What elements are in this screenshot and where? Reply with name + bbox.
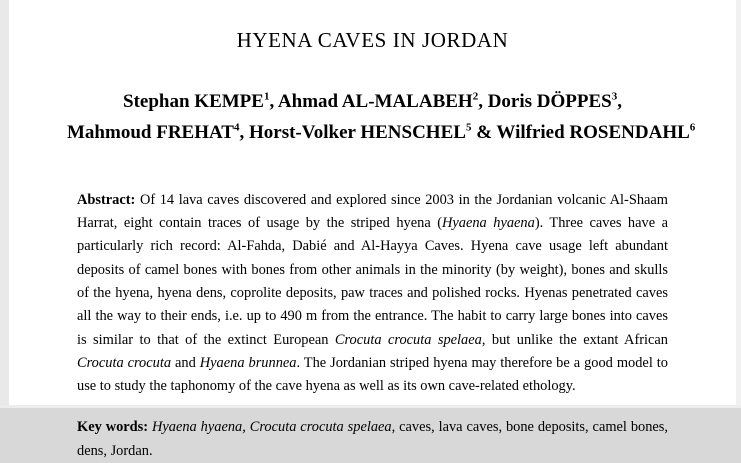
author-name: Mahmoud FREHAT [67,121,234,143]
abstract-paragraph [77,189,668,399]
author-affiliation-marker: 2 [472,90,479,103]
keywords-label: Key words: [77,419,149,436]
author-list [9,87,736,149]
body-text: , caves, lava caves, bone deposits, camel bones, dens, Jordan. [77,419,668,459]
author-affiliation-marker: 1 [263,90,270,103]
abstract-section [9,189,736,463]
body-text: . The Jordanian striped hyena may therefore be a good model to use to study the taphonomy of the cave hyena as well as its own cave-related ethology. [77,354,668,395]
page-right-margin-shadow [736,0,741,408]
author-affiliation-marker: 6 [689,121,696,134]
author-name: , [617,91,622,112]
author-name: , Doris DÖPPES [478,91,612,112]
keywords-text [77,419,668,458]
abstract-text [77,192,668,395]
author-affiliation-marker: 5 [465,121,472,134]
body-text: and [171,354,200,371]
author-line-2 [67,118,696,149]
author-name: Stephan KEMPE [123,91,264,112]
taxon-name: Crocuta crocuta [77,354,172,371]
author-line-1 [67,87,678,118]
body-text: Of 14 lava caves discovered and explored since 2003 in the Jordanian volcanic Al-Shaam Harrat, eight contain traces of usage by the striped hyena ( [77,191,668,231]
body-text: ). Three caves have a particularly rich record: Al-Fahda, Dabié and Al-Hayya Caves. Hyena cave usage left abundant deposits of camel bones with bones from other animals in the minority (by weight), bones and skulls of the hyena, hyena dens, coprolite deposits, paw traces and polished rocks. Hyenas penetrated caves all the way to their ends, i.e. up to 490 m from the entrance. The habit to carry large bones into caves is similar to that of the extinct European [77,214,668,348]
body-text: , but unlike the extant African [481,331,668,348]
author-affiliation-marker: 3 [611,90,618,103]
page-content [9,0,736,459]
taxon-name: Hyaena hyaena, Crocuta crocuta spelaea [148,419,392,436]
keywords-paragraph [77,416,668,463]
author-name: & Wilfried ROSENDAHL [471,121,690,143]
taxon-name: Crocuta crocuta spelaea [334,331,482,348]
taxon-name: Hyaena brunnea [199,354,297,371]
page-left-margin-shadow [0,0,9,408]
page-title: HYENA CAVES IN JORDAN [236,28,509,52]
page-bottom-edge [0,405,741,408]
author-affiliation-marker: 4 [233,121,240,134]
abstract-label: Abstract: [77,191,136,208]
taxon-name: Hyaena hyaena [442,214,535,231]
author-name: , Horst-Volker HENSCHEL [239,121,466,143]
author-name: , Ahmad AL-MALABEH [269,91,473,112]
